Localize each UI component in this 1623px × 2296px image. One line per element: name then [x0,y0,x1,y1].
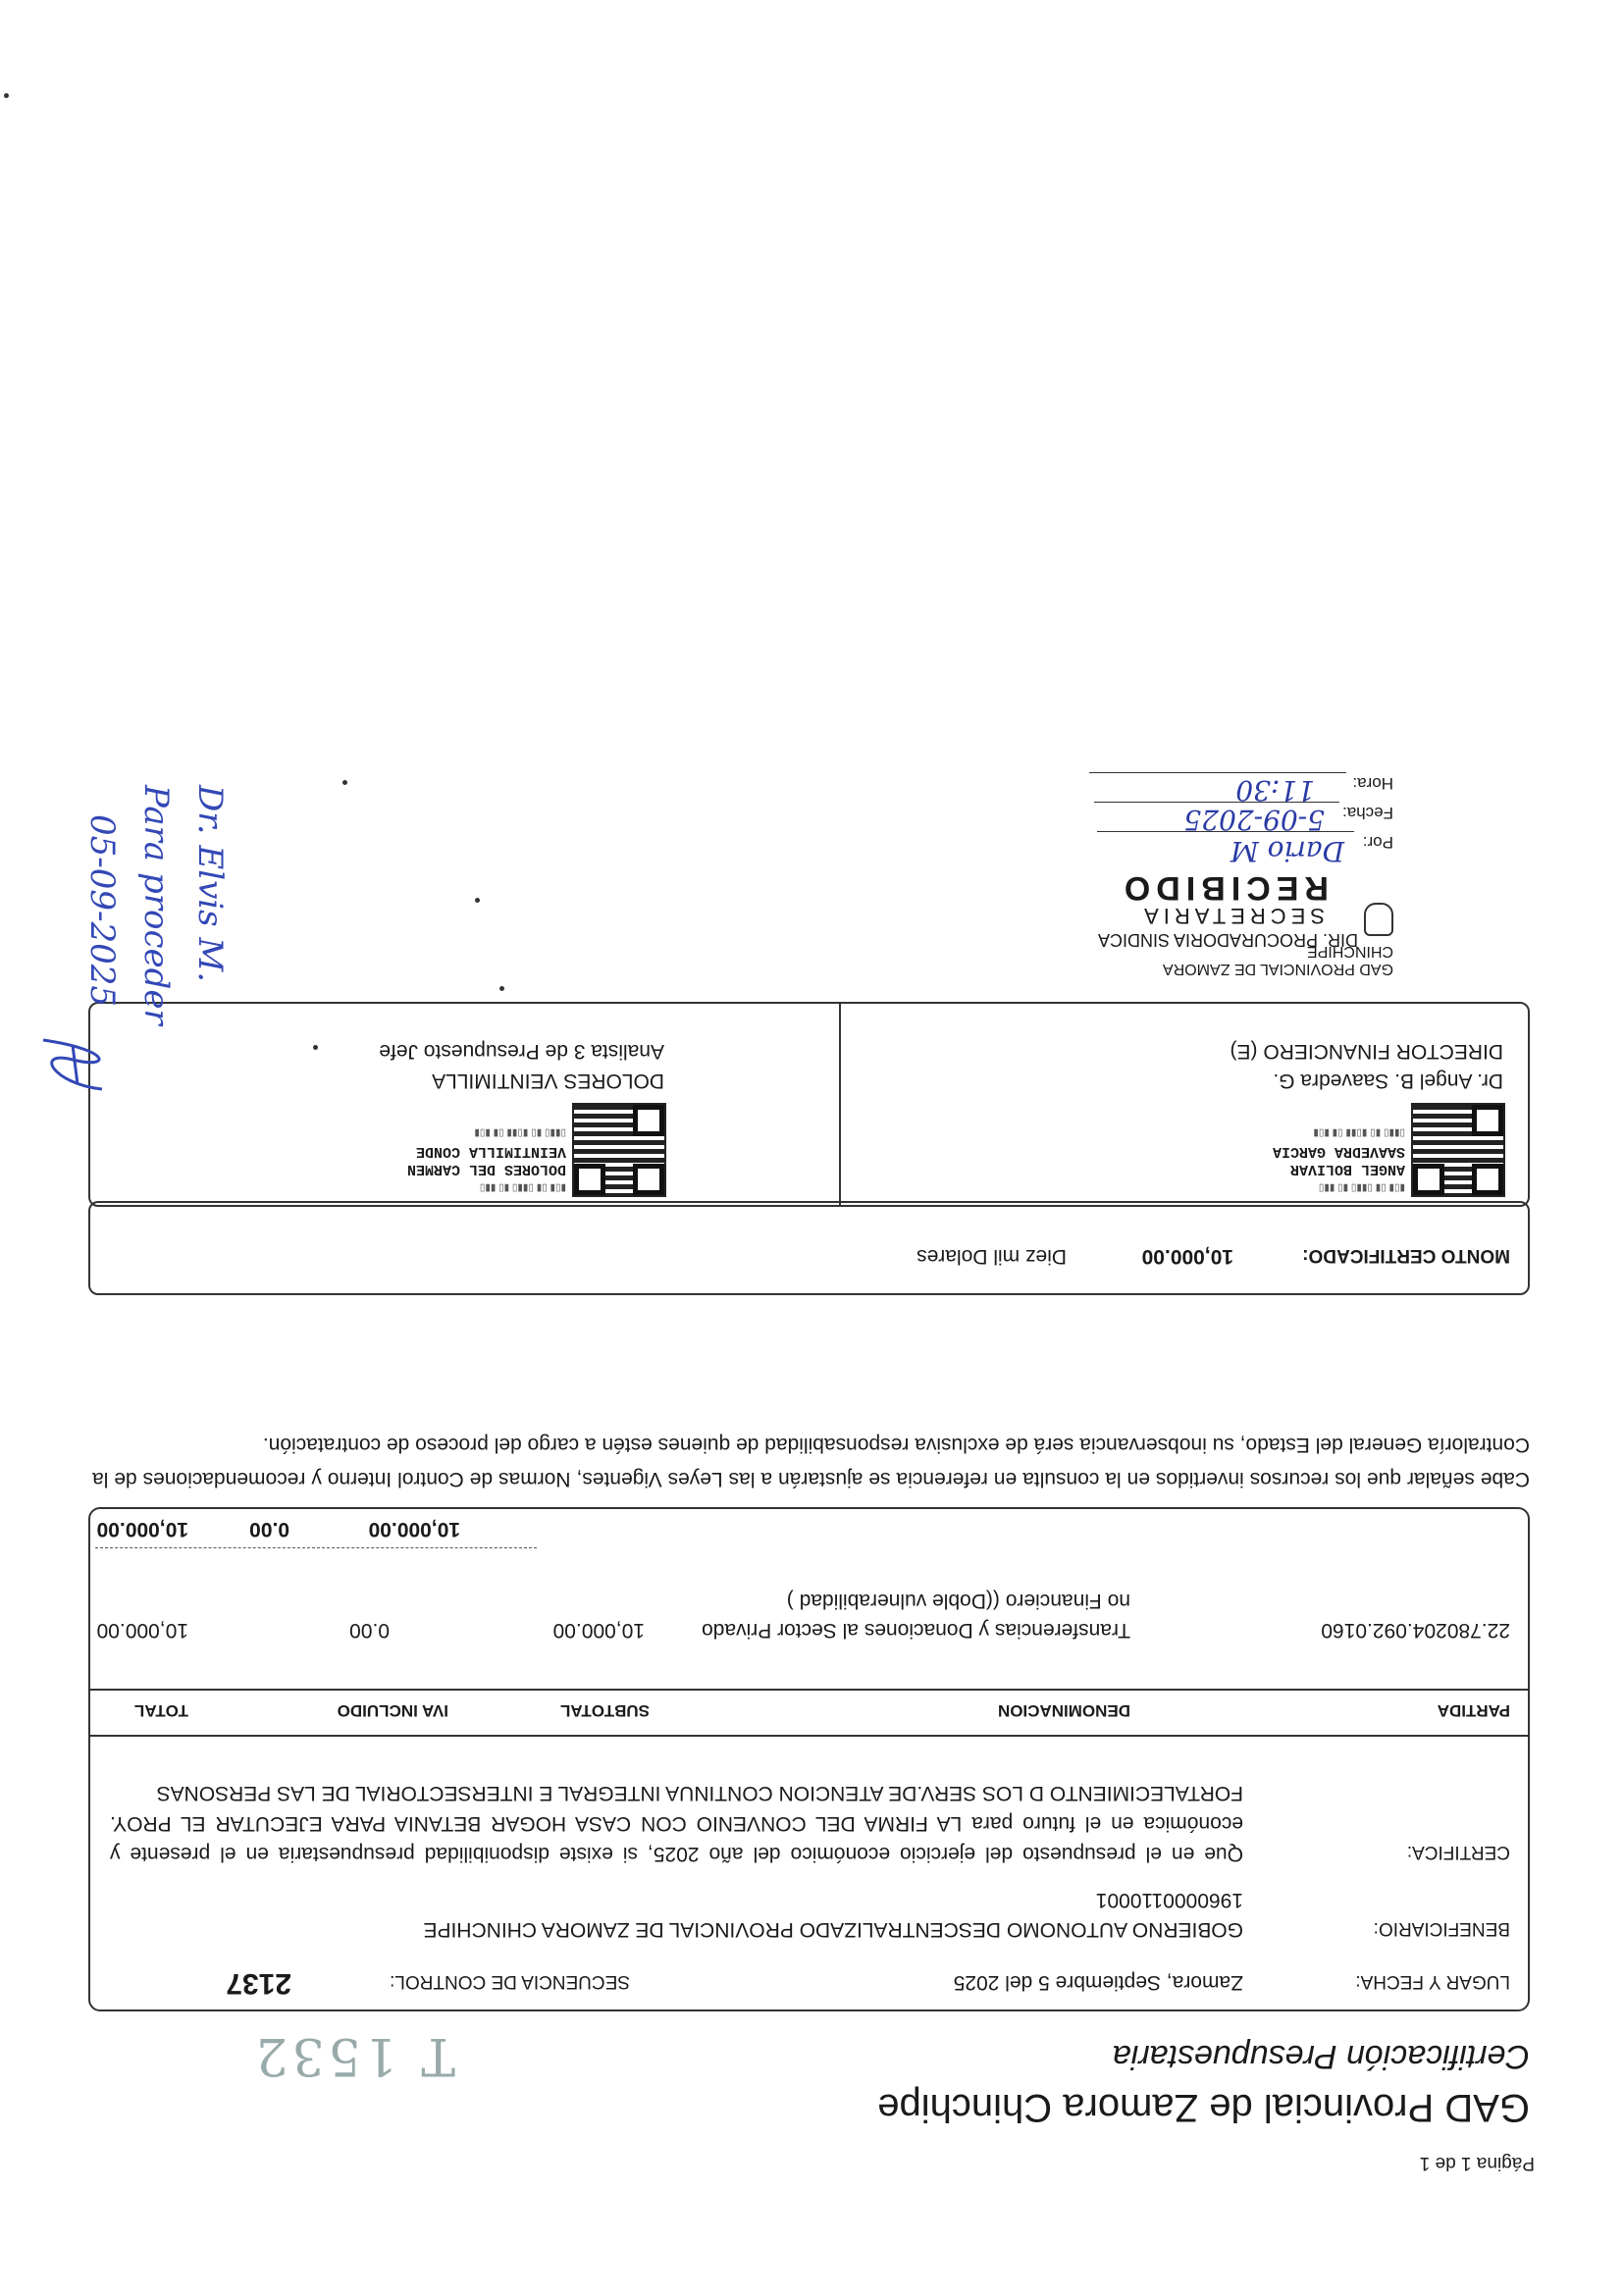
header-denominacion: DENOMINACION [997,1701,1130,1720]
section-divider [90,1735,1528,1737]
total-total: 10,000.00 [96,1518,188,1540]
header-iva: IVA INCLUIDO [337,1701,448,1720]
signatures-box: ▮▯▮ ▯▮ ▯▮▮▯ ▮▯ ▮▮▯ ANGEL BOLIVAR SAAVEDRA GARCIA ▯▮▮▯ ▮▯ ▮▯▮▮ ▯▮ ▮▯▮ Dr. Angel B. Saavedra G. DIRECTOR FINANCIERO (E) ▮▯▮ ▯▮ ▯▮▮▯ ▮▯ ▮▮▯ DOLORES DEL CARMEN VEINTIMILLA CONDE ▯▮▮▯ ▮▯ ▮▯▮▮ ▯▮ ▮▯▮ DOLORES VEINTIMILLA Analista 3 de Presupuesto Jefe [88,1002,1530,1207]
beneficiary-label: BENEFICIARIO: [1373,1918,1510,1939]
header-total: TOTAL [133,1701,188,1720]
totals-divider [95,1547,537,1548]
reception-stamp [1089,648,1393,977]
row-subtotal: 10,000.00 [552,1619,645,1642]
control-sequence-value: 2137 [226,1967,291,2000]
certify-label: CERTIFICA: [1406,1842,1510,1862]
handwritten-annotation [0,785,230,1099]
signer-name: DOLORES VEINTIMILLA [432,1070,664,1092]
header-partida: PARTIDA [1437,1701,1510,1720]
initials-signature-icon [33,1030,122,1099]
annotation-line-2: Para proceder [136,785,176,1025]
page-number: Página 1 de 1 [1419,2153,1535,2173]
place-date-label: LUGAR Y FECHA: [1355,1971,1510,1992]
total-subtotal: 10,000.00 [368,1518,460,1540]
signer-role: DIRECTOR FINANCIERO (E) [1230,1040,1503,1063]
signer-role: Analista 3 de Presupuesto Jefe [379,1040,664,1063]
table-header-divider [90,1689,1528,1691]
annotation-line-1: Dr. Elvis M. [190,785,230,983]
scan-speck [499,986,504,991]
esignature-name-line-2: SAAVEDRA GARCIA [1272,1143,1405,1160]
qr-code-signature-director [1413,1105,1503,1195]
beneficiary-id: 1960000110001 [1095,1889,1243,1911]
emblem-icon [1364,903,1393,936]
total-iva: 0.00 [249,1518,289,1540]
row-denominacion-2: no Financiero ((Doble vulnerabilidad ) [786,1590,1130,1612]
beneficiary-name: GOBIERNO AUTONOMO DESCENTRALIZADO PROVINCIAL DE ZAMORA CHINCHIPE [423,1918,1243,1941]
esignature-name-line-2: VEINTIMILLA CONDE [415,1143,566,1160]
signature-divider [839,1004,841,1205]
certified-amount-box [88,1201,1530,1295]
stamp-fecha-value: 5-09-2025 [1183,804,1325,836]
row-partida: 22.780204.092.0160 [1321,1619,1510,1642]
annotation-line-3: 05-09-2025 [82,814,122,1008]
esignature-name-line-1: DOLORES DEL CARMEN [406,1161,566,1177]
certification-box [88,1507,1530,2011]
esignature-name-line-1: ANGEL BOLIVAR [1289,1161,1405,1177]
qr-code-signature-analyst [574,1105,664,1195]
scan-speck [4,93,9,98]
stamp-fecha-label: Fecha: [1342,804,1393,822]
stamp-unit: SECRETARIA [1139,904,1325,928]
scan-speck [342,780,347,785]
control-sequence-label: SECUENCIA DE CONTROL: [390,1971,630,1992]
stamp-org: GAD PROVINCIAL DE ZAMORA CHINCHIPE [1163,943,1393,977]
stamp-por-value: Dario M [1230,835,1344,867]
place-date-value: Zamora, Septiembre 5 del 2025 [953,1971,1243,1994]
legal-note: Cabe señalar que los recursos invertidos en la consulta en referencia se ajustarán a las Leyes Vigentes, Normas de Control Interno y recomendaciones de la Contraloría General del Estado, su inobservancia será de exclusiva responsabilidad de quienes estén a cargo del proceso de contratación. [92,1434,1530,1490]
row-iva: 0.00 [349,1619,390,1642]
stamp-department: DIR. PROCURADORIA SINDICA [1097,930,1358,950]
certified-amount-value: 10,000.00 [1141,1245,1233,1268]
signer-name: Dr. Angel B. Saavedra G. [1273,1070,1503,1092]
stamp-hora-label: Hora: [1352,774,1393,793]
stamp-line [1089,772,1346,773]
certified-amount-label: MONTO CERTIFICADO: [1302,1245,1510,1266]
scan-speck [475,898,480,903]
organization-title: GAD Provincial de Zamora Chinchipe [877,2086,1530,2129]
document-title: Certificación Presupuestaria [1112,2038,1530,2075]
header-subtotal: SUBTOTAL [560,1701,650,1720]
certified-amount-words: Diez mil Dolares [916,1245,1067,1268]
certify-text: Que en el presupuesto del ejercicio económico del año 2025, si existe disponibilidad presupuestaria en el presente y económica en el futuro para LA FIRMA DEL CONVENIO CON CASA HOGAR BETANIA PARA EJECUTAR EL PROY. FORTALECIMIENTO D LOS SERV.DE ATENCION CONTINUA INTEGRAL E INTERSECTORIAL DE LAS PERSONAS [110,1782,1243,1865]
stamp-hora-value: 11:30 [1235,774,1315,807]
row-total: 10,000.00 [96,1619,188,1642]
handwritten-reference-number: T 1532 [251,2026,455,2085]
stamp-status: RECIBIDO [1118,869,1329,907]
row-denominacion-1: Transferencias y Donaciones al Sector Privado [702,1619,1130,1642]
scan-speck [313,1045,318,1050]
stamp-por-label: Por: [1362,833,1393,852]
